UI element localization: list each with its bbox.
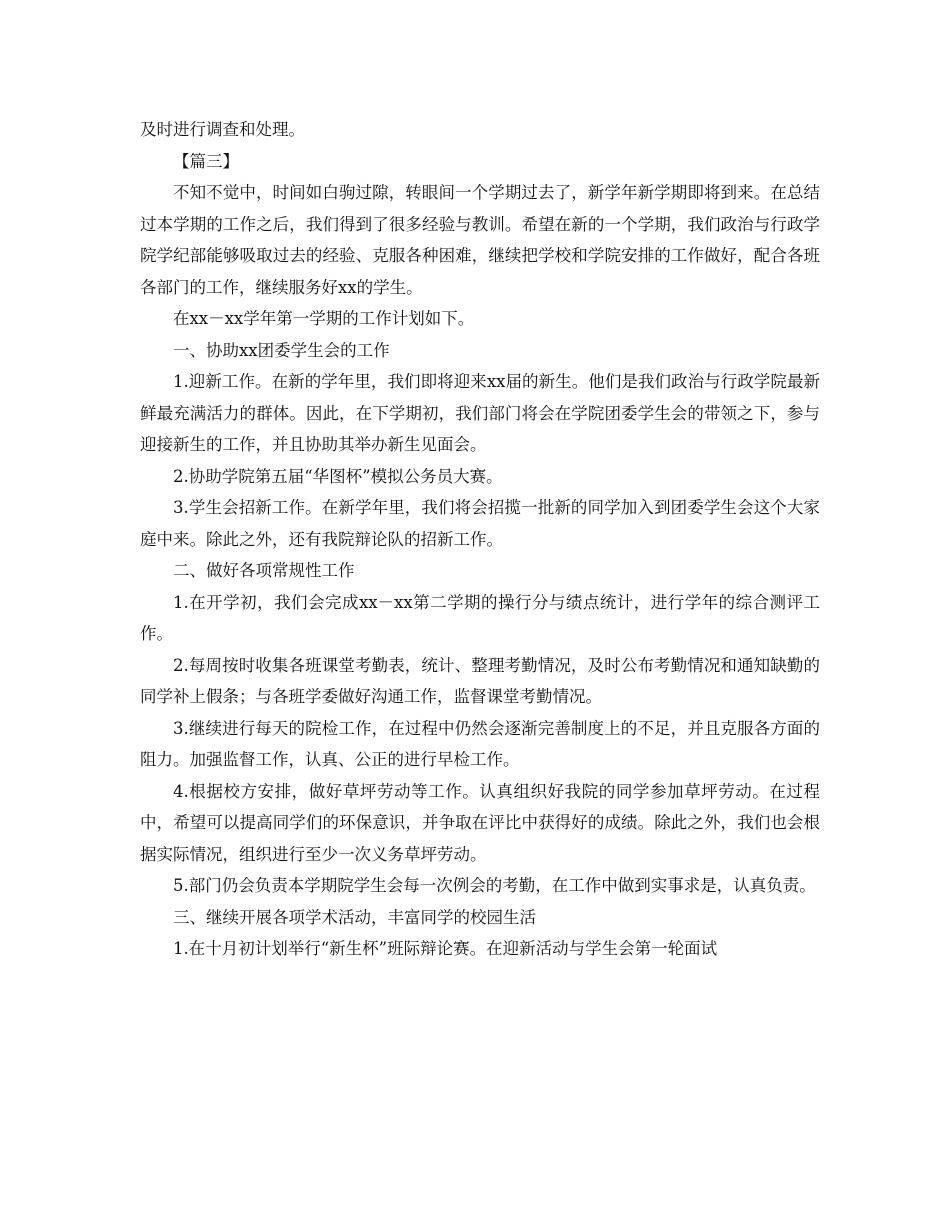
section-heading-one: 一、协助xx团委学生会的工作 bbox=[173, 340, 390, 360]
list-item-2-3: 3.继续进行每天的院检工作，在过程中仍然会逐渐完善制度上的不足，并且克服各方面的阻力。加强监督工作，认真、公正的进行早检工作。 bbox=[140, 718, 820, 769]
list-item-1-1: 1.迎新工作。在新的学年里，我们即将迎来xx届的新生。他们是我们政治与行政学院最新鲜最充满活力的群体。因此，在下学期初，我们部门将会在学院团委学生会的带领之下，参与迎接新生的工作，并且协助其举办新生见面会。 bbox=[140, 372, 820, 454]
list-item-2-2: 2.每周按时收集各班课堂考勤表，统计、整理考勤情况，及时公布考勤情况和通知缺勤的同学补上假条；与各班学委做好沟通工作，监督课堂考勤情况。 bbox=[140, 655, 820, 706]
list-item-2-1: 1.在开学初，我们会完成xx－xx第二学期的操行分与绩点统计，进行学年的综合测评工作。 bbox=[140, 592, 820, 643]
document-body bbox=[140, 114, 820, 965]
list-item-1-3: 3.学生会招新工作。在新学年里，我们将会招揽一批新的同学加入到团委学生会这个大家庭中来。除此之外，还有我院辩论队的招新工作。 bbox=[140, 498, 820, 549]
section-heading-two: 二、做好各项常规性工作 bbox=[173, 561, 355, 580]
section-heading-part-three: 【篇三】 bbox=[173, 151, 239, 171]
list-item-1-2: 2.协助学院第五届“华图杯”模拟公务员大赛。 bbox=[173, 466, 503, 486]
paragraph-continuation: 及时进行调查和处理。 bbox=[140, 120, 305, 139]
list-item-2-4: 4.根据校方安排，做好草坪劳动等工作。认真组织好我院的同学参加草坪劳动。在过程中，希望可以提高同学们的环保意识，并争取在评比中获得好的成绩。除此之外，我们也会根据实际情况，组织进行至少一次义务草坪劳动。 bbox=[140, 781, 820, 864]
list-item-3-1: 1.在十月初计划举行“新生杯”班际辩论赛。在迎新活动与学生会第一轮面试 bbox=[173, 939, 718, 958]
list-item-2-5: 5.部门仍会负责本学期院学生会每一次例会的考勤，在工作中做到实事求是，认真负责。 bbox=[173, 876, 816, 895]
paragraph-plan-intro: 在xx－xx学年第一学期的工作计划如下。 bbox=[173, 309, 475, 328]
paragraph-intro: 不知不觉中，时间如白驹过隙，转眼间一个学期过去了，新学年新学期即将到来。在总结过本学期的工作之后，我们得到了很多经验与教训。希望在新的一个学期，我们政治与行政学院学纪部能够吸取过去的经验、克服各种困难，继续把学校和学院安排的工作做好，配合各班各部门的工作，继续服务好xx的学生。 bbox=[140, 183, 820, 297]
section-heading-three: 三、继续开展各项学术活动，丰富同学的校园生活 bbox=[173, 907, 536, 927]
